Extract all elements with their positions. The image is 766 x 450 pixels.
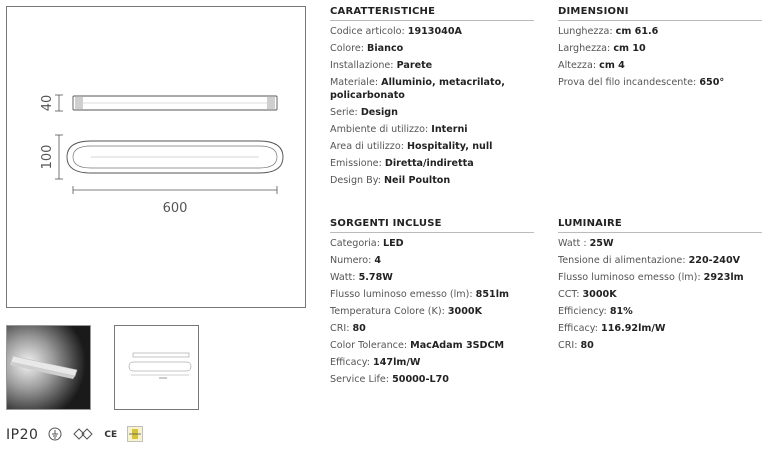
spec-row: Altezza: cm 4	[558, 60, 625, 71]
spec-row: Color Tolerance: MacAdam 3SDCM	[330, 340, 505, 351]
spec-row: Lunghezza: cm 61.6	[558, 26, 659, 37]
enec-icon	[72, 427, 94, 444]
spec-row: Codice articolo: 1913040A	[330, 26, 462, 37]
product-photo-image	[7, 326, 90, 409]
spec-row: Area di utilizzo: Hospitality, null	[330, 141, 493, 152]
spec-row: Efficiency: 81%	[558, 306, 633, 317]
dim-label-40: 40	[40, 94, 55, 112]
spec-row: Numero: 4	[330, 255, 382, 266]
ce-mark-icon: CE	[104, 430, 118, 440]
product-photo-thumbnail[interactable]	[6, 325, 91, 410]
spec-row: Colore: Bianco	[330, 43, 404, 54]
spec-row: Installazione: Parete	[330, 60, 433, 71]
spec-row: Ambiente di utilizzo: Interni	[330, 124, 468, 135]
technical-drawing-svg	[7, 7, 305, 307]
spec-row: Prova del filo incandescente: 650°	[558, 77, 725, 88]
section-caratteristiche	[330, 6, 534, 187]
dim-label-100: 100	[40, 144, 55, 170]
section-title: DIMENSIONI	[558, 6, 762, 21]
spec-row: Watt : 25W	[558, 238, 614, 249]
spec-row: Flusso luminoso emesso (lm): 2923lm	[558, 272, 744, 283]
spec-row: Emissione: Diretta/indiretta	[330, 158, 474, 169]
spec-row: CRI: 80	[558, 340, 594, 351]
drawing-thumbnail[interactable]	[114, 325, 199, 410]
ground-icon	[48, 427, 62, 444]
spec-row: CRI: 80	[330, 323, 366, 334]
spec-row: Watt: 5.78W	[330, 272, 393, 283]
section-title: CARATTERISTICHE	[330, 6, 534, 21]
spec-row: Serie: Design	[330, 107, 398, 118]
spec-row: Service Life: 50000-L70	[330, 374, 449, 385]
spec-row: Categoria: LED	[330, 238, 404, 249]
technical-drawing	[6, 6, 306, 308]
ip-rating: IP20	[6, 427, 39, 443]
spec-row: Tensione di alimentazione: 220-240V	[558, 255, 741, 266]
section-title: SORGENTI INCLUSE	[330, 218, 534, 233]
section-dimensioni	[558, 6, 762, 89]
spec-row: Flusso luminoso emesso (lm): 851lm	[330, 289, 509, 300]
energy-class-icon	[127, 426, 143, 445]
spec-row: CCT: 3000K	[558, 289, 617, 300]
drawing-thumbnail-image	[115, 326, 198, 409]
section-luminaire	[558, 218, 762, 352]
certification-row	[6, 424, 143, 446]
section-title: LUMINAIRE	[558, 218, 762, 233]
spec-row: Efficacy: 116.92lm/W	[558, 323, 666, 334]
spec-row: Efficacy: 147lm/W	[330, 357, 421, 368]
spec-row: Temperatura Colore (K): 3000K	[330, 306, 483, 317]
spec-row: Design By: Neil Poulton	[330, 175, 451, 186]
dim-label-600: 600	[162, 201, 188, 216]
spec-row: Materiale: Alluminio, metacrilato, policarbonato	[330, 77, 505, 101]
section-sorgenti-incluse	[330, 218, 534, 386]
spec-row: Larghezza: cm 10	[558, 43, 646, 54]
